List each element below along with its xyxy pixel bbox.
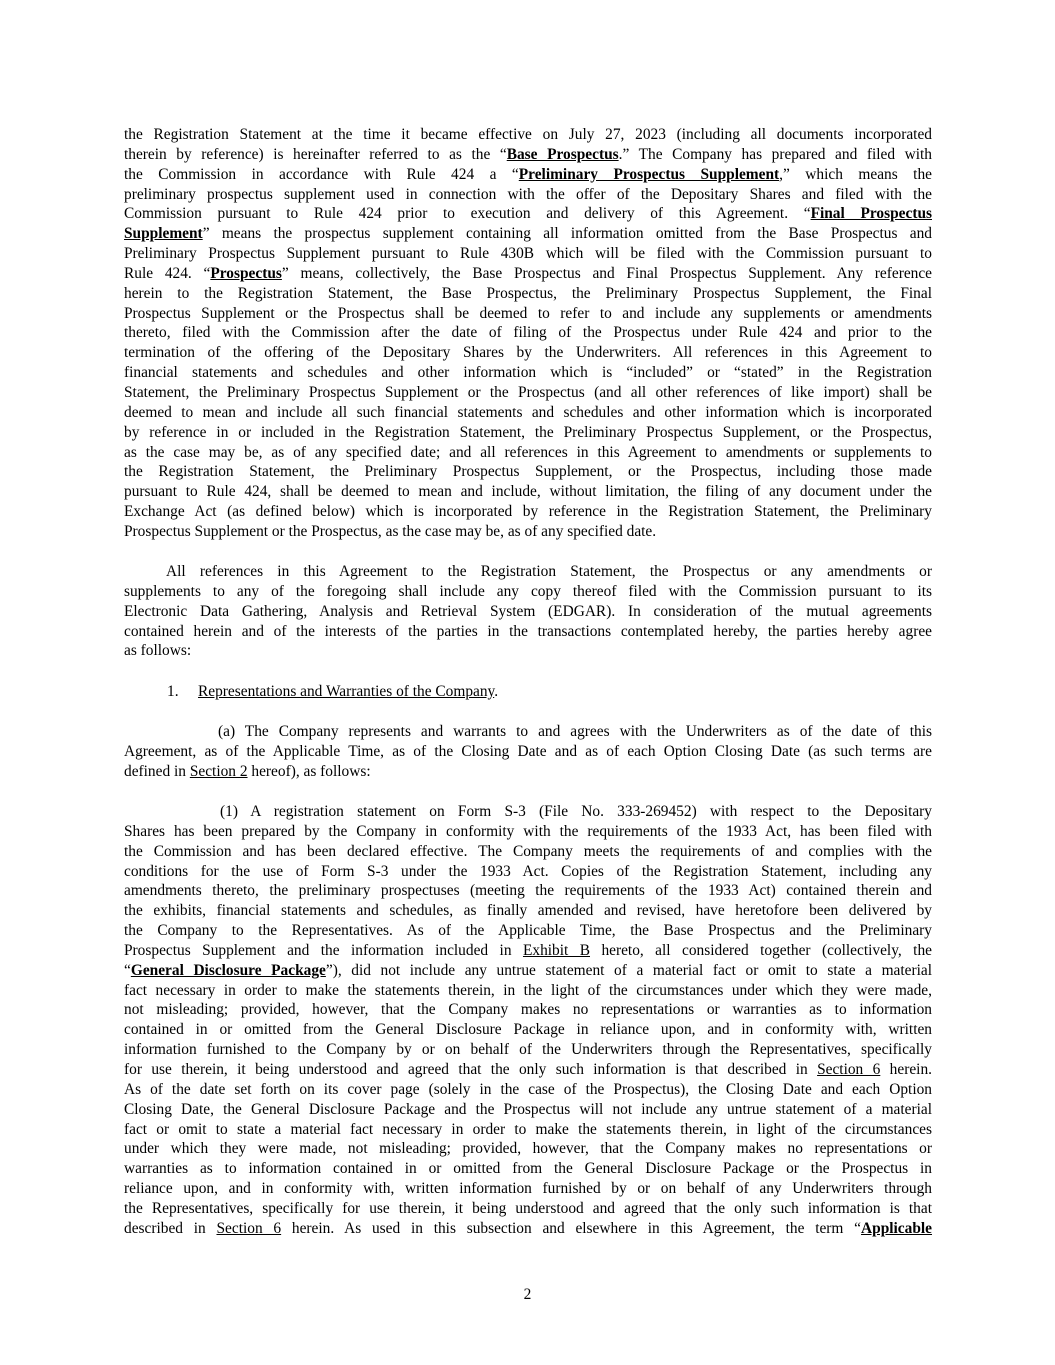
text-segment: ” means, collectively, the Base Prospectus and Final Prospectus Supplement. Any reference [281,264,933,282]
text-line [124,482,932,502]
text-line [124,941,932,961]
text-line [124,204,932,224]
text-segment: the Registration Statement, the Preliminary Prospectus Supplement, or the Prospectus, including those made [124,463,932,481]
text-line [124,901,932,921]
text-segment: Exchange Act (as defined below) which is incorporated by reference in the Registration Statement, the Preliminary [124,503,932,521]
text-segment: thereto, filed with the Commission after the date of filing of the Prospectus under Rule 424 and prior to the [124,324,932,342]
text-segment: contained herein and of the interests of the parties in the transactions contemplated hereby, the parties hereby agree [124,622,932,640]
text-segment: not misleading; provided, however, that the Company makes no representations or warranties as to information [124,1001,932,1019]
text-segment: under which they were made, not misleading; provided, however, that the Company makes no representations or [124,1140,932,1158]
text-line [124,742,932,762]
text-segment: Preliminary Prospectus Supplement pursuant to Rule 430B which will be filed with the Commission pursuant to [124,245,932,263]
text-line [124,1080,932,1100]
text-line [124,244,932,264]
text-line [124,1199,932,1219]
text-segment: deemed to mean and include all such financial statements and schedules and other information which is incorporated [124,403,932,421]
text-segment: herein. As used in this subsection and elsewhere in this Agreement, the term “ [281,1219,862,1237]
text-line [124,1020,932,1040]
text-segment: the Commission in accordance with Rule 424 a “ [124,165,519,183]
text-segment: the Registration Statement at the time it became effective on July 27, 2023 (including all documents incorporated [124,126,932,143]
text-segment: pursuant to Rule 424, shall be deemed to mean and include, without limitation, the filing of any document under the [124,483,932,501]
text-segment: reliance upon, and in conformity with, written information furnished by or on behalf of any Underwriters through [124,1180,932,1198]
text-line [124,502,932,522]
text-segment: hereto, all considered together (collectively, the [590,941,932,959]
text-segment: Prospectus Supplement and the information included in [124,941,523,959]
text-line [124,185,932,205]
text-segment: fact necessary in order to make the statements therein, in the light of the circumstances under which they were made, [124,981,932,999]
text-line [124,462,932,482]
text-line [124,224,932,244]
text-line [124,602,932,622]
text-segment: Shares has been prepared by the Company in conformity with the requirements of the 1933 Act, has been filed with [124,822,932,840]
text-line [124,145,932,165]
section-heading [167,682,498,702]
text-line [124,264,932,284]
text-segment: warranties as to information contained in or omitted from the General Disclosure Package or the Prospectus in [124,1160,932,1178]
text-segment: (1) A registration statement on Form S-3 (File No. 333-269452) with respect to the Depositary [220,803,932,820]
text-segment: as the case may be, as of any specified date; and all references in this Agreement to amendments or supplements to [124,443,932,461]
text-line [124,403,932,423]
text-segment: financial statements and schedules and other information which is “included” or “stated” in the Registration [124,364,932,382]
text-line [124,802,932,822]
text-segment: Closing Date, the General Disclosure Package and the Prospectus will not include any untrue statement of a material [124,1100,932,1118]
text-segment: amendments thereto, the preliminary prospectuses (meeting the requirements of the 1933 Act) contained therein and [124,882,932,900]
text-line [124,762,932,782]
text-line [124,165,932,185]
text-line [124,125,932,145]
defined-term: Supplement [124,225,203,243]
text-segment: the Commission and has been declared effective. The Company meets the requirements of and complies with the [124,842,932,860]
text-segment: for use therein, it being understood and agreed that the only such information is that described in [124,1060,818,1078]
section-reference: Section 6 [817,1060,881,1078]
text-line [124,961,932,981]
text-line [124,1100,932,1120]
text-segment: “ [124,961,131,979]
text-line [124,981,932,1001]
text-line [124,1000,932,1020]
text-segment: hereof), as follows: [247,762,371,780]
subsection-a [124,722,932,782]
paragraph-edgar-references [124,562,932,661]
text-segment: fact or omit to state a material fact necessary in order to make the statements therein, in light of the circumstances [124,1120,932,1138]
text-line [124,622,932,642]
text-segment: by reference in or included in the Registration Statement, the Preliminary Prospectus Supplement, or the Prospectus, [124,423,932,441]
text-segment: (a) The Company represents and warrants to and agrees with the Underwriters as of the date of this [218,723,932,740]
text-line [124,862,932,882]
text-segment: Commission pursuant to Rule 424 prior to execution and delivery of this Agreement. “ [124,205,811,223]
paragraph-definitions [124,125,932,542]
text-line [124,921,932,941]
subsection-1 [124,802,932,1239]
text-line [124,304,932,324]
text-line [124,423,932,443]
text-line [124,881,932,901]
defined-term: Final Prospectus [810,205,932,223]
text-segment: .” The Company has prepared and filed with [618,145,932,163]
defined-term: General Disclosure Package [130,961,326,979]
text-segment: Prospectus Supplement or the Prospectus shall be deemed to refer to and include any supplements or amendments [124,304,932,322]
text-line [124,363,932,383]
section-title-period: . [494,683,499,700]
text-line [124,1219,932,1239]
text-line [124,1060,932,1080]
defined-term: Base Prospectus [506,145,619,163]
section-number: 1. [167,683,179,700]
text-line [124,1159,932,1179]
text-line [124,522,932,542]
text-line [124,1040,932,1060]
text-line [124,323,932,343]
text-line [124,822,932,842]
defined-term: Preliminary Prospectus Supplement [518,165,780,183]
text-segment: ,” which means the [779,165,932,183]
text-segment: Statement, the Preliminary Prospectus Supplement or the Prospectus (and all other references of like import) shall be [124,383,932,401]
defined-term: Applicable [861,1219,932,1237]
text-segment: termination of the offering of the Depositary Shares by the Underwriters. All references in this Agreement to [124,344,932,362]
text-segment: described in [124,1219,217,1237]
text-line [124,1120,932,1140]
text-segment: defined in [124,762,190,780]
text-line [124,284,932,304]
defined-term: Prospectus [210,264,282,282]
text-segment: ” means the prospectus supplement containing all information omitted from the Base Prospectus and [202,225,932,243]
text-line [124,383,932,403]
text-segment: Agreement, as of the Applicable Time, as of the Closing Date and as of each Option Closing Date (as such terms are [124,742,932,760]
text-line [124,842,932,862]
section-reference: Section 2 [189,762,248,780]
text-segment: supplements to any of the foregoing shall include any copy thereof filed with the Commission pursuant to its [124,582,932,600]
text-segment: preliminary prospectus supplement used in connection with the offer of the Depositary Shares and filed with the [124,185,932,203]
text-segment: As of the date set forth on its cover page (solely in the case of the Prospectus), the Closing Date and each Option [124,1080,932,1098]
text-segment: conditions for the use of Form S-3 under the 1933 Act. Copies of the Registration Statement, including any [124,862,932,880]
text-line [124,1139,932,1159]
text-segment: the Representatives, specifically for use therein, it being understood and agreed that the only such information is that [124,1199,932,1217]
text-line [124,443,932,463]
text-segment: contained in or omitted from the General Disclosure Package in reliance upon, and in conformity with, written [124,1021,932,1039]
text-line [124,582,932,602]
section-reference: Section 6 [216,1219,282,1237]
text-line [124,343,932,363]
text-segment: information furnished to the Company by or on behalf of the Underwriters through the Representatives, specifically [124,1041,932,1059]
text-segment: as follows: [124,642,192,660]
text-segment: therein by reference) is hereinafter referred to as the “ [124,145,507,163]
text-line [124,722,932,742]
text-segment: herein. [880,1060,932,1078]
section-reference: Exhibit B [522,941,590,959]
text-segment: the exhibits, financial statements and schedules, as finally amended and revised, have heretofore been delivered by [124,902,932,920]
text-segment: Rule 424. “ [124,264,211,282]
text-segment: the Company to the Representatives. As of the Applicable Time, the Base Prospectus and the Preliminary [124,922,932,940]
text-segment: Electronic Data Gathering, Analysis and Retrieval System (EDGAR). In consideration of the mutual agreements [124,602,932,620]
page-number: 2 [523,1286,532,1303]
text-line [124,641,932,661]
text-segment: Prospectus Supplement or the Prospectus, as the case may be, as of any specified date. [124,522,657,540]
section-title: Representations and Warranties of the Company [198,683,495,700]
text-segment: ”), did not include any untrue statement of a material fact or omit to state a material [325,961,933,979]
text-segment: herein to the Registration Statement, the Base Prospectus, the Preliminary Prospectus Supplement, the Final [124,284,932,302]
text-line [124,562,932,582]
text-segment: All references in this Agreement to the Registration Statement, the Prospectus or any amendments or [166,563,932,580]
text-line [124,1179,932,1199]
